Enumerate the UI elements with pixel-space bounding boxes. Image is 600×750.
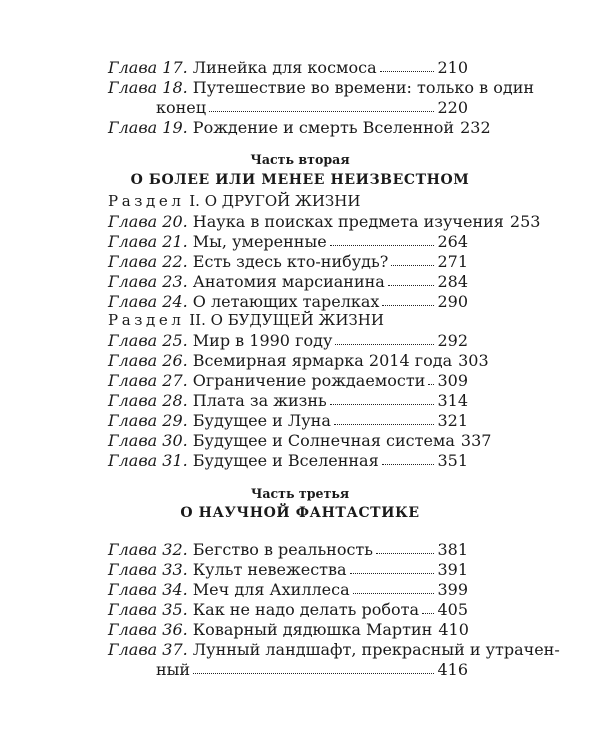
part-three-label: Часть третья (250, 486, 350, 501)
page-number: 284 (437, 272, 468, 291)
chapter-title: Будущее и Вселенная (192, 451, 379, 470)
chapter-title: Есть здесь кто-нибудь? (192, 252, 389, 271)
chapter-label: Глава 18. (108, 78, 188, 97)
chapter-title: О летающих тарелках (192, 292, 380, 311)
chapter-label: Глава 17. (108, 58, 188, 77)
dot-leader (209, 97, 434, 112)
chapter-title: Мы, умеренные (192, 232, 327, 251)
chapter-title: Как не надо делать робота (192, 600, 419, 619)
toc-entry-32[interactable] (108, 540, 468, 560)
chapter-label: Глава 32. (108, 540, 188, 559)
toc-entry-18-continued[interactable] (108, 98, 468, 118)
toc-entry-37[interactable] (108, 640, 560, 660)
chapter-label: Глава 33. (108, 560, 188, 579)
dot-leader (193, 659, 434, 674)
section-two-heading[interactable] (108, 311, 488, 329)
page-number: 303 (458, 351, 489, 370)
chapter-label: Глава 35. (108, 600, 188, 619)
toc-entry-28[interactable] (108, 391, 468, 411)
toc-entry-21[interactable] (108, 232, 468, 252)
chapter-title: Лунный ландшафт, прекрасный и утрачен- (192, 640, 560, 659)
chapter-label: Глава 25. (108, 331, 188, 350)
part-two-label: Часть вторая (250, 152, 350, 167)
page-number: 232 (460, 118, 491, 137)
section-title: II. О БУДУЩЕЙ ЖИЗНИ (184, 311, 384, 329)
toc-entry-31[interactable] (108, 451, 468, 471)
toc-entry-35[interactable] (108, 600, 468, 620)
page-number: 337 (460, 431, 492, 450)
chapter-label: Глава 27. (108, 371, 188, 390)
page-number: 410 (438, 620, 469, 639)
dot-leader (428, 370, 434, 385)
dot-leader (391, 251, 434, 266)
chapter-title: Всемирная ярмарка 2014 года (192, 351, 453, 370)
dot-leader (422, 599, 434, 614)
page-number: 309 (437, 371, 468, 390)
chapter-title: Бегство в реальность (192, 540, 373, 559)
dot-leader (350, 559, 435, 574)
chapter-label: Глава 24. (108, 292, 188, 311)
dot-leader (335, 330, 434, 345)
toc-entry-20[interactable] (108, 212, 541, 232)
chapter-label: Глава 37. (108, 640, 188, 659)
page-number: 290 (437, 292, 468, 311)
page-number: 210 (437, 58, 468, 77)
chapter-label: Глава 34. (108, 580, 188, 599)
chapter-label: Глава 29. (108, 411, 188, 430)
chapter-label: Глава 20. (108, 212, 188, 231)
chapter-label: Глава 23. (108, 272, 188, 291)
section-word: Раздел (108, 311, 185, 329)
dot-leader (330, 390, 435, 405)
page-number: 399 (437, 580, 468, 599)
part-two-title: О БОЛЕЕ ИЛИ МЕНЕЕ НЕИЗВЕСТНОМ (130, 172, 470, 188)
chapter-title: Мир в 1990 году (192, 331, 333, 350)
chapter-title: Анатомия марсианина (192, 272, 385, 291)
chapter-label: Глава 21. (108, 232, 188, 251)
dot-leader (376, 539, 434, 554)
toc-entry-33[interactable] (108, 560, 468, 580)
chapter-title: Наука в поисках предмета изучения (192, 212, 504, 231)
toc-entry-27[interactable] (108, 371, 468, 391)
page-number: 220 (437, 98, 468, 117)
page-number: 264 (437, 232, 468, 251)
toc-entry-24[interactable] (108, 292, 468, 312)
page-number: 351 (437, 451, 468, 470)
toc-entry-22[interactable] (108, 252, 468, 272)
toc-entry-19[interactable] (108, 118, 491, 138)
dot-leader (382, 450, 435, 465)
section-word: Раздел (108, 192, 185, 210)
chapter-label: Глава 31. (108, 451, 188, 470)
dot-leader (330, 231, 435, 246)
chapter-label: Глава 30. (108, 431, 188, 450)
part-three-title: О НАУЧНОЙ ФАНТАСТИКЕ (180, 505, 420, 521)
page-number: 405 (437, 600, 468, 619)
page-number: 381 (437, 540, 468, 559)
dot-leader (334, 410, 435, 425)
dot-leader (382, 291, 434, 306)
toc-entry-18[interactable] (108, 78, 535, 98)
chapter-label: Глава 28. (108, 391, 188, 410)
chapter-label: Глава 26. (108, 351, 188, 370)
dot-leader (353, 579, 435, 594)
chapter-title: Ограничение рождаемости (192, 371, 426, 390)
chapter-title: Культ невежества (192, 560, 347, 579)
chapter-title-continued: ный (156, 660, 191, 679)
chapter-label: Глава 36. (108, 620, 188, 639)
section-title: I. О ДРУГОЙ ЖИЗНИ (184, 192, 361, 210)
page-number: 271 (437, 252, 468, 271)
toc-entry-17[interactable] (108, 58, 468, 78)
chapter-title: Будущее и Солнечная система (192, 431, 455, 450)
toc-entry-23[interactable] (108, 272, 468, 292)
toc-entry-34[interactable] (108, 580, 468, 600)
chapter-title: Линейка для космоса (192, 58, 377, 77)
dot-leader (380, 57, 435, 72)
chapter-label: Глава 22. (108, 252, 188, 271)
toc-entry-36[interactable] (108, 620, 468, 640)
toc-entry-25[interactable] (108, 331, 468, 351)
chapter-title: Путешествие во времени: только в один (192, 78, 535, 97)
chapter-title-continued: конец (156, 98, 207, 117)
chapter-title: Коварный дядюшка Мартин (192, 620, 433, 639)
page-number: 416 (437, 660, 468, 679)
section-one-heading[interactable] (108, 192, 488, 210)
page-number: 292 (437, 331, 468, 350)
page-number: 321 (437, 411, 468, 430)
chapter-title: Меч для Ахиллеса (192, 580, 350, 599)
toc-entry-26[interactable] (108, 351, 489, 371)
chapter-title: Рождение и смерть Вселенной (192, 118, 455, 137)
page-number: 314 (437, 391, 468, 410)
toc-entry-30[interactable] (108, 431, 492, 451)
chapter-title: Будущее и Луна (192, 411, 331, 430)
chapter-title: Плата за жизнь (192, 391, 327, 410)
page-number: 253 (509, 212, 541, 231)
chapter-label: Глава 19. (108, 118, 188, 137)
toc-entry-29[interactable] (108, 411, 468, 431)
toc-entry-37-continued[interactable] (108, 660, 468, 680)
dot-leader (388, 271, 435, 286)
page-number: 391 (437, 560, 468, 579)
